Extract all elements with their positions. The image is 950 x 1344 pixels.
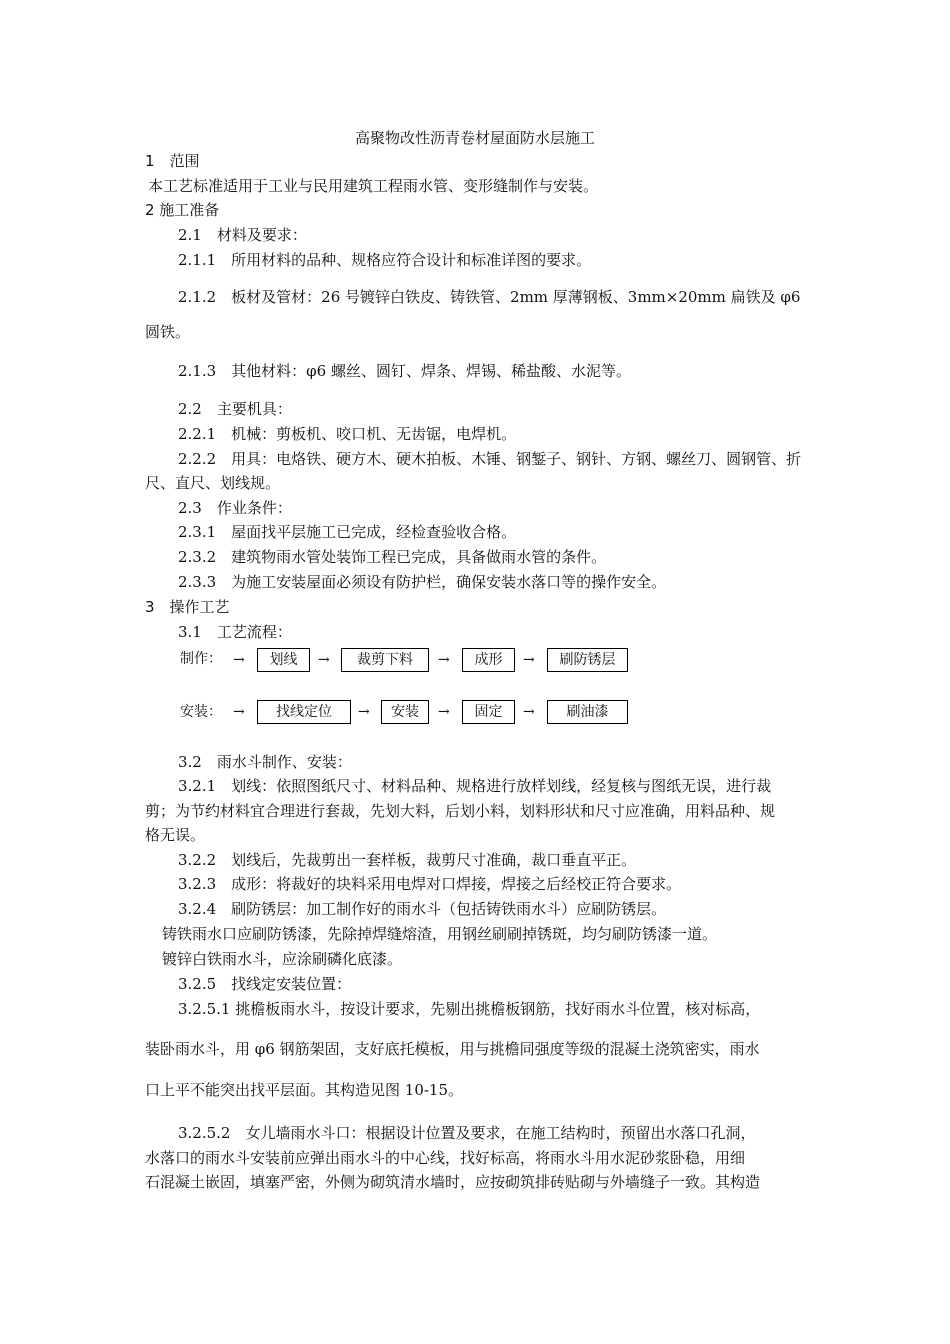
arrow-icon: → (438, 704, 450, 720)
flow-install-label: 安装： (180, 704, 222, 720)
section-3-2-4-cast-iron: 铸铁雨水口应刷防锈漆，先除掉焊缝熔渣，用钢丝刷刷掉锈斑，均匀刷防锈漆一道。 (162, 925, 718, 943)
flow-install-step-4: 刷油漆 (547, 700, 628, 724)
section-3-1: 3.1 工艺流程： (178, 623, 292, 641)
arrow-icon: → (318, 652, 330, 668)
section-3-2-5-1-line2: 装卧雨水斗，用 φ6 钢筋架固，支好底托模板，用与挑檐同强度等级的混凝土浇筑密实，雨水 (145, 1040, 760, 1058)
flow-install-step-2: 安装 (381, 700, 429, 724)
section-1-text: 本工艺标准适用于工业与民用建筑工程雨水管、变形缝制作与安装。 (148, 177, 599, 195)
section-3-2-5-2-line3: 石混凝土嵌固，填塞严密，外侧为砌筑清水墙时，应按砌筑排砖贴砌与外墙缝子一致。其构造 (145, 1173, 761, 1191)
section-2-3: 2.3 作业条件： (178, 499, 292, 517)
section-2-2: 2.2 主要机具： (178, 400, 292, 418)
section-2-1-2-line2: 圆铁。 (145, 323, 191, 341)
flow-make-step-3: 成形 (462, 648, 515, 672)
section-2-1-2-line1: 2.1.2 板材及管材：26 号镀锌白铁皮、铸铁管、2mm 厚薄钢板、3mm×20mm 扁铁及 φ6 (178, 288, 801, 306)
flow-make-label: 制作： (180, 651, 222, 667)
flow-install-step-3: 固定 (462, 700, 515, 724)
section-2-heading: 2 施工准备 (145, 201, 220, 219)
document-title: 高聚物改性沥青卷材屋面防水层施工 (354, 129, 595, 147)
section-3-2: 3.2 雨水斗制作、安装： (178, 753, 352, 771)
section-2-1: 2.1 材料及要求： (178, 226, 307, 244)
section-2-1-1: 2.1.1 所用材料的品种、规格应符合设计和标准详图的要求。 (178, 251, 592, 269)
section-3-2-1-line2: 剪；为节约材料宜合理进行套裁，先划大料，后划小料，划料形状和尺寸应准确，用料品种、规 (145, 802, 776, 820)
section-2-2-1: 2.2.1 机械：剪板机、咬口机、无齿锯，电焊机。 (178, 425, 517, 443)
section-3-2-5-1-line3: 口上平不能突出找平层面。其构造见图 10-15。 (145, 1081, 464, 1099)
section-3-2-5-2-line2: 水落口的雨水斗安装前应弹出雨水斗的中心线，找好标高，将雨水斗用水泥砂浆卧稳，用细 (145, 1149, 746, 1167)
arrow-icon: → (233, 704, 245, 720)
arrow-icon: → (233, 652, 245, 668)
section-3-2-4-galvanized: 镀锌白铁雨水斗，应涂刷磷化底漆。 (162, 950, 403, 968)
flow-make-step-1: 划线 (257, 648, 310, 672)
section-2-1-3: 2.1.3 其他材料：φ6 螺丝、圆钉、焊条、焊锡、稀盐酸、水泥等。 (178, 362, 631, 380)
section-3-2-5: 3.2.5 找线定安装位置： (178, 975, 352, 993)
section-3-2-5-1-line1: 3.2.5.1 挑檐板雨水斗，按设计要求，先剔出挑檐板钢筋，找好雨水斗位置，核对标高， (178, 1000, 761, 1018)
flow-make-step-2: 裁剪下料 (341, 648, 429, 672)
flow-make-step-4: 刷防锈层 (547, 648, 628, 672)
arrow-icon: → (523, 652, 535, 668)
arrow-icon: → (523, 704, 535, 720)
section-3-2-1-line3: 格无误。 (145, 826, 206, 844)
section-3-2-5-2-line1: 3.2.5.2 女儿墙雨水斗口：根据设计位置及要求，在施工结构时，预留出水落口孔洞， (178, 1124, 756, 1142)
flow-install-step-1: 找线定位 (257, 700, 351, 724)
section-2-2-2-line2: 尺、直尺、划线规。 (145, 474, 281, 492)
arrow-icon: → (358, 704, 370, 720)
section-2-3-1: 2.3.1 屋面找平层施工已完成，经检查验收合格。 (178, 523, 517, 541)
arrow-icon: → (438, 652, 450, 668)
section-1-heading: 1 范围 (145, 152, 200, 170)
section-3-heading: 3 操作工艺 (145, 598, 230, 616)
section-3-2-4: 3.2.4 刷防锈层：加工制作好的雨水斗（包括铸铁雨水斗）应刷防锈层。 (178, 900, 667, 918)
section-2-3-3: 2.3.3 为施工安装屋面必须设有防护栏，确保安装水落口等的操作安全。 (178, 573, 667, 591)
section-2-2-2-line1: 2.2.2 用具：电烙铁、硬方木、硬木拍板、木锤、钢錾子、钢针、方钢、螺丝刀、圆钢管、折 (178, 450, 802, 468)
section-3-2-2: 3.2.2 划线后，先裁剪出一套样板，裁剪尺寸准确，裁口垂直平正。 (178, 851, 637, 869)
section-3-2-1-line1: 3.2.1 划线：依照图纸尺寸、材料品种、规格进行放样划线，经复核与图纸无误，进行裁 (178, 777, 772, 795)
section-3-2-3: 3.2.3 成形：将裁好的块料采用电焊对口焊接，焊接之后经校正符合要求。 (178, 875, 682, 893)
section-2-3-2: 2.3.2 建筑物雨水管处装饰工程已完成，具备做雨水管的条件。 (178, 548, 607, 566)
